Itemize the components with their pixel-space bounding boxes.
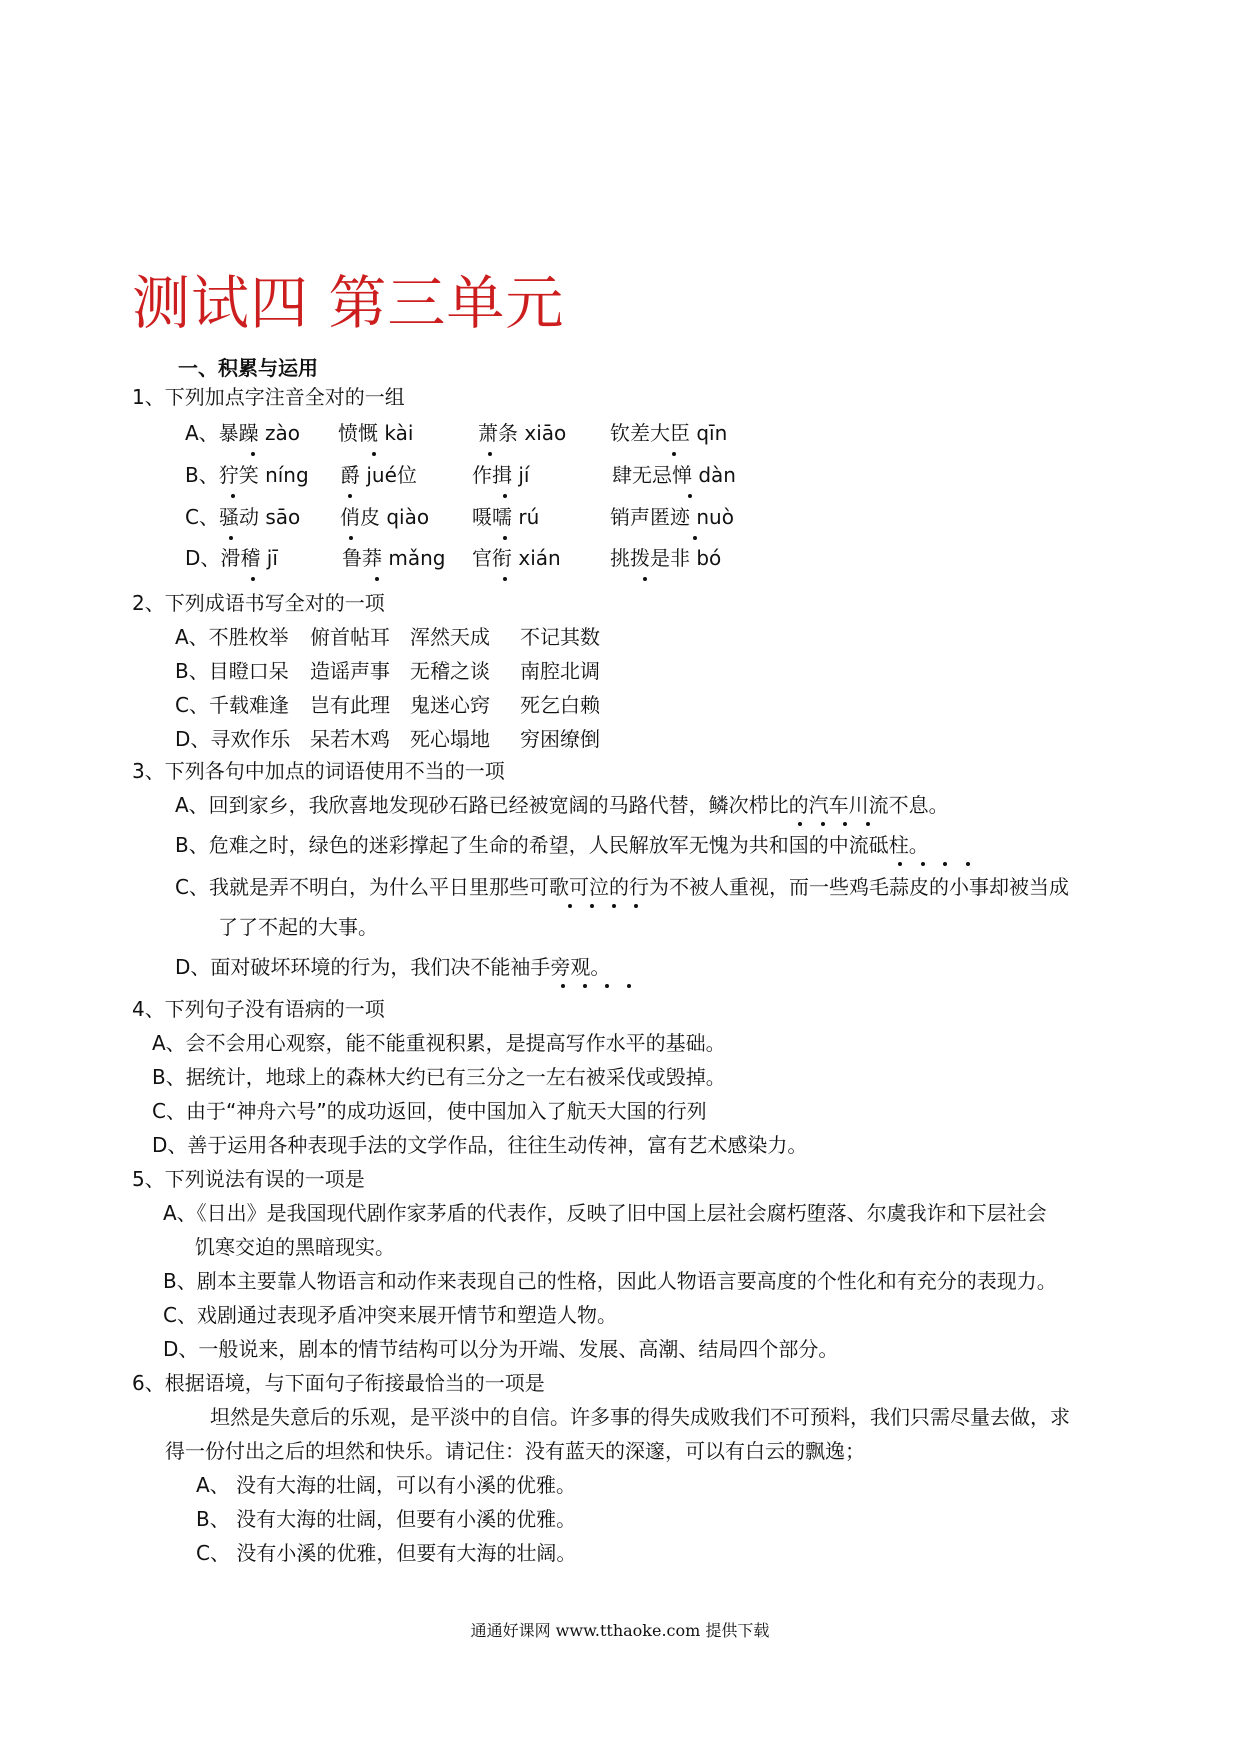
emphasis-dot xyxy=(866,822,870,826)
emphasis-dot xyxy=(672,452,676,456)
q1-d-item-2: 鲁莽 mǎng xyxy=(342,546,446,570)
emphasis-dot xyxy=(251,452,255,456)
emphasis-dot xyxy=(590,904,594,908)
emphasis-dot xyxy=(643,577,647,581)
q1-b-item-1: B、狞笑 níng xyxy=(185,463,309,487)
emphasis-dot xyxy=(488,452,492,456)
q2-b-item-2: 造谣声事 xyxy=(310,659,390,683)
q2-d-item-1: D、寻欢作乐 xyxy=(175,727,291,751)
q2-a-item-1: A、不胜枚举 xyxy=(175,625,289,649)
q5-option-a-line2: 饥寒交迫的黑暗现实。 xyxy=(195,1235,395,1259)
question-3-stem: 3、下列各句中加点的词语使用不当的一项 xyxy=(132,759,505,783)
question-2-stem: 2、下列成语书写全对的一项 xyxy=(132,591,385,615)
q5-option-c: C、戏剧通过表现矛盾冲突来展开情节和塑造人物。 xyxy=(163,1303,617,1327)
emphasis-dot xyxy=(372,452,376,456)
q6-option-a: A、 没有大海的壮阔，可以有小溪的优雅。 xyxy=(196,1473,577,1497)
q2-a-item-3: 浑然天成 xyxy=(410,625,490,649)
emphasis-dot xyxy=(612,904,616,908)
emphasis-dot xyxy=(231,494,235,498)
emphasis-dot xyxy=(605,984,609,988)
q1-d-item-1: D、滑稽 jī xyxy=(185,546,278,570)
q1-d-item-4: 挑拨是非 bó xyxy=(610,546,722,570)
question-6-stem: 6、根据语境，与下面句子衔接最恰当的一项是 xyxy=(132,1371,545,1395)
emphasis-dot xyxy=(843,822,847,826)
question-4-stem: 4、下列句子没有语病的一项 xyxy=(132,997,385,1021)
q2-c-item-4: 死乞白赖 xyxy=(520,693,600,717)
q2-a-item-4: 不记其数 xyxy=(520,625,600,649)
q2-c-item-1: C、千载难逢 xyxy=(175,693,289,717)
q1-a-item-2: 愤慨 kài xyxy=(338,421,414,445)
emphasis-dot xyxy=(561,984,565,988)
q1-a-item-3: 萧条 xiāo xyxy=(478,421,567,445)
q1-b-item-3: 作揖 jí xyxy=(472,463,530,487)
emphasis-dot xyxy=(375,577,379,581)
emphasis-dot xyxy=(966,862,970,866)
q2-d-item-3: 死心塌地 xyxy=(410,727,490,751)
q3-option-a: A、回到家乡，我欣喜地发现砂石路已经被宽阔的马路代替，鳞次栉比的汽车川流不息。 xyxy=(175,793,949,817)
emphasis-dot xyxy=(503,494,507,498)
q1-c-item-2: 俏皮 qiào xyxy=(340,505,430,529)
emphasis-dot xyxy=(251,577,255,581)
emphasis-dot xyxy=(503,577,507,581)
emphasis-dot xyxy=(348,494,352,498)
q6-passage-line1: 坦然是失意后的乐观，是平淡中的自信。许多事的得失成败我们不可预料，我们只需尽量去做，求 xyxy=(210,1405,1070,1429)
q3-option-d: D、面对破坏环境的行为，我们决不能袖手旁观。 xyxy=(175,955,611,979)
q1-c-item-4: 销声匿迹 nuò xyxy=(610,505,734,529)
q2-d-item-4: 穷困缭倒 xyxy=(520,727,600,751)
q4-option-d: D、善于运用各种表现手法的文学作品，往往生动传神，富有艺术感染力。 xyxy=(152,1133,808,1157)
q5-option-a-line1: A、《日出》是我国现代剧作家茅盾的代表作，反映了旧中国上层社会腐朽堕落、尔虞我诈和下层社会 xyxy=(163,1201,1047,1225)
emphasis-dot xyxy=(349,536,353,540)
q5-option-d: D、一般说来，剧本的情节结构可以分为开端、发展、高潮、结局四个部分。 xyxy=(163,1337,839,1361)
q6-option-b: B、 没有大海的壮阔，但要有小溪的优雅。 xyxy=(196,1507,577,1531)
q1-b-item-2: 爵 jué位 xyxy=(340,463,417,487)
emphasis-dot xyxy=(503,536,507,540)
q1-c-item-1: C、骚动 sāo xyxy=(185,505,301,529)
q3-option-c-line2: 了了不起的大事。 xyxy=(218,915,378,939)
q2-b-item-4: 南腔北调 xyxy=(520,659,600,683)
q3-option-b: B、危难之时，绿色的迷彩撑起了生命的希望，人民解放军无愧为共和国的中流砥柱。 xyxy=(175,833,929,857)
q1-d-item-3: 官衔 xián xyxy=(472,546,561,570)
footer-source: 通通好课网 www.tthaoke.com 提供下载 xyxy=(470,1621,770,1640)
q3-option-c-line1: C、我就是弄不明白，为什么平日里那些可歌可泣的行为不被人重视，而一些鸡毛蒜皮的小事却被当成 xyxy=(175,875,1069,899)
emphasis-dot xyxy=(583,984,587,988)
q4-option-b: B、据统计，地球上的森林大约已有三分之一左右被采伐或毁掉。 xyxy=(152,1065,726,1089)
question-5-stem: 5、下列说法有误的一项是 xyxy=(132,1167,365,1191)
q2-c-item-3: 鬼迷心窍 xyxy=(410,693,490,717)
emphasis-dot xyxy=(229,536,233,540)
emphasis-dot xyxy=(688,494,692,498)
q6-option-c: C、 没有小溪的优雅，但要有大海的壮阔。 xyxy=(196,1541,577,1565)
page-title: 测试四 第三单元 xyxy=(132,269,565,337)
emphasis-dot xyxy=(627,984,631,988)
emphasis-dot xyxy=(921,862,925,866)
q1-c-item-3: 嗫嚅 rú xyxy=(472,505,540,529)
emphasis-dot xyxy=(798,822,802,826)
emphasis-dot xyxy=(693,536,697,540)
emphasis-dot xyxy=(943,862,947,866)
question-1-stem: 1、下列加点字注音全对的一组 xyxy=(132,385,405,409)
q2-b-item-3: 无稽之谈 xyxy=(410,659,490,683)
q2-a-item-2: 俯首帖耳 xyxy=(310,625,390,649)
q4-option-c: C、由于“神舟六号”的成功返回，使中国加入了航天大国的行列 xyxy=(152,1099,707,1123)
emphasis-dot xyxy=(898,862,902,866)
emphasis-dot xyxy=(634,904,638,908)
emphasis-dot xyxy=(821,822,825,826)
q1-a-item-4: 钦差大臣 qīn xyxy=(610,421,728,445)
emphasis-dot xyxy=(568,904,572,908)
q2-b-item-1: B、目瞪口呆 xyxy=(175,659,289,683)
q2-c-item-2: 岂有此理 xyxy=(310,693,390,717)
q2-d-item-2: 呆若木鸡 xyxy=(310,727,390,751)
q1-a-item-1: A、暴躁 zào xyxy=(185,421,301,445)
section-heading: 一、积累与运用 xyxy=(178,356,318,380)
q4-option-a: A、会不会用心观察，能不能重视积累，是提高写作水平的基础。 xyxy=(152,1031,726,1055)
q1-b-item-4: 肆无忌惮 dàn xyxy=(612,463,736,487)
q6-passage-line2: 得一份付出之后的坦然和快乐。请记住：没有蓝天的深邃，可以有白云的飘逸； xyxy=(165,1439,865,1463)
q5-option-b: B、剧本主要靠人物语言和动作来表现自己的性格，因此人物语言要高度的个性化和有充分的表现力。 xyxy=(163,1269,1057,1293)
